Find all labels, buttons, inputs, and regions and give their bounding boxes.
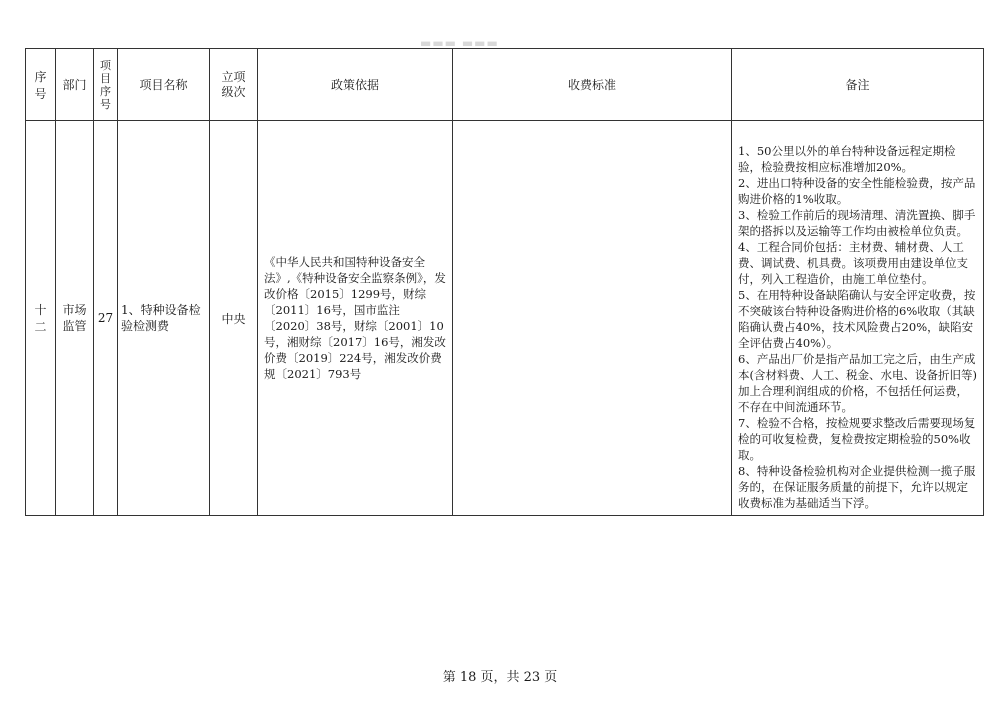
- note-item: 5、在用特种设备缺陷确认与安全评定收费，按不突破该台特种设备购进价格的6%收取（其缺陷确认费占40%，技术风险费占20%，缺陷安全评估费占40%）。: [738, 288, 976, 350]
- note-item: 1、50公里以外的单台特种设备远程定期检验，检验费按相应标准增加20%。: [738, 144, 956, 174]
- note-item: 2、进出口特种设备的安全性能检验费，按产品购进价格的1%收取。: [738, 176, 976, 206]
- header-notes: 备注: [732, 49, 984, 121]
- header-policy: 政策依据: [258, 49, 453, 121]
- cell-notes: [732, 121, 984, 516]
- note-item: 6、产品出厂价是指产品加工完之后，由生产成本(含材料费、人工、税金、水电、设备折旧等)加上合理利润组成的价格，不包括任何运费，不存在中间流通环节。: [738, 352, 977, 414]
- cell-dept: 市场 监管: [56, 121, 94, 516]
- note-item: 7、检验不合格，按检规要求整改后需要现场复检的可收复检费，复检费按定期检验的50%收取。: [738, 416, 976, 462]
- header-level: 立项 级次: [210, 49, 258, 121]
- cell-policy: 《中华人民共和国特种设备安全法》,《特种设备安全监察条例》，发改价格〔2015〕1299号，财综〔2011〕16号，国市监注〔2020〕38号，财综〔2001〕10号，湘财综〔2017〕16号，湘发改价费〔2019〕224号，湘发改价费规〔2021〕793号: [258, 121, 453, 516]
- fee-table: [25, 48, 983, 516]
- bleed-through-text: ▬▬▬ ▬▬▬: [420, 36, 499, 50]
- table-header-row: [26, 49, 984, 121]
- header-name: 项目名称: [118, 49, 210, 121]
- header-standard: 收费标准: [453, 49, 732, 121]
- table-row: [26, 121, 984, 516]
- header-dept: 部门: [56, 49, 94, 121]
- cell-name: 1、特种设备检验检测费: [118, 121, 210, 516]
- header-item-no: 项 目 序 号: [94, 49, 118, 121]
- cell-standard: [453, 121, 732, 516]
- cell-item-no: 27: [94, 121, 118, 516]
- header-seq: 序号: [26, 49, 56, 121]
- note-item: 8、特种设备检验机构对企业提供检测一揽子服务的，在保证服务质量的前提下，允许以规定收费标准为基础适当下浮。: [738, 464, 976, 510]
- page-number: 第 18 页，共 23 页: [442, 670, 558, 685]
- cell-seq: 十二: [26, 121, 56, 516]
- note-item: 3、检验工作前后的现场清理、清洗置换、脚手架的搭拆以及运输等工作均由被检单位负责。: [738, 208, 976, 238]
- note-item: 4、工程合同价包括：主材费、辅材费、人工费、调试费、机具费。该项费用由建设单位支付，列入工程造价，由施工单位垫付。: [738, 240, 968, 286]
- cell-level: 中央: [210, 121, 258, 516]
